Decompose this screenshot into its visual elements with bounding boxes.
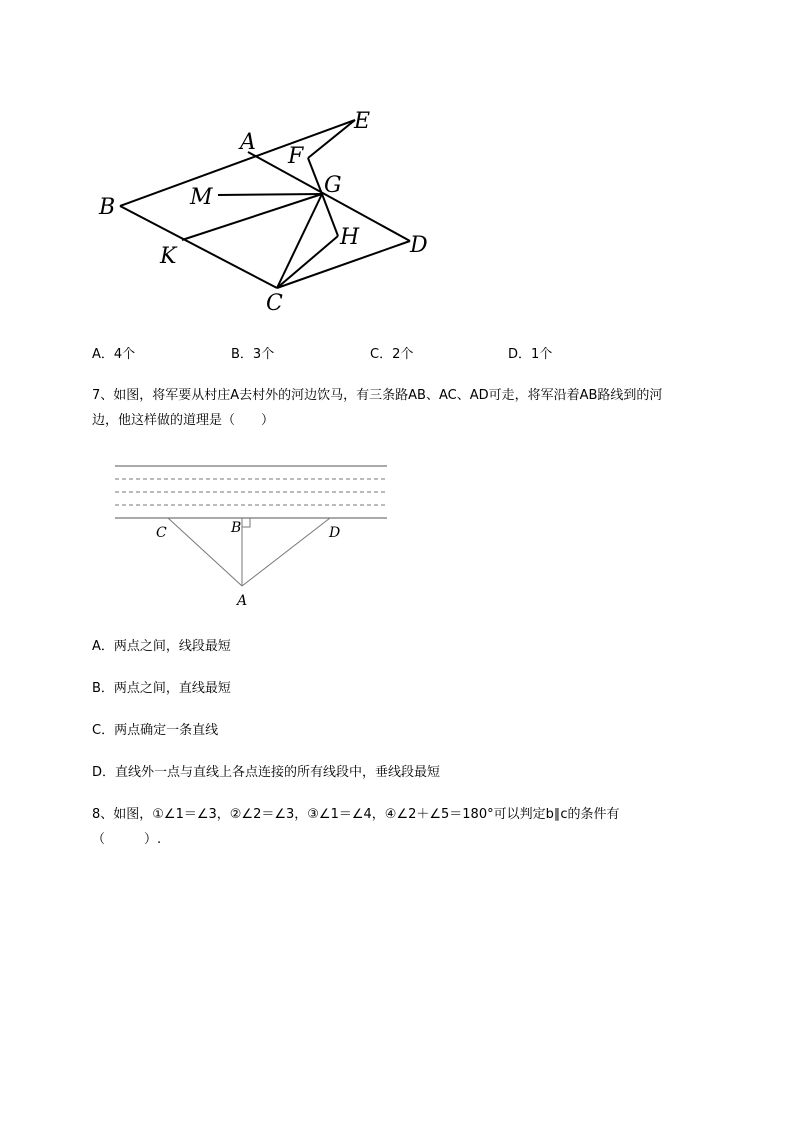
- q7-stem-line-1: 7、如图，将军要从村庄A去村外的河边饮马，有三条路AB、AC、AD可走，将军沿着AB路线到的河: [92, 388, 663, 403]
- segment-FE: [308, 120, 355, 158]
- path-AD: [242, 518, 330, 586]
- q6-option-a[interactable]: A．4个: [92, 347, 136, 362]
- point-label-C: C: [156, 525, 167, 541]
- segment-MG: [218, 194, 322, 195]
- point-label-F: F: [288, 144, 304, 169]
- segment-HC: [277, 236, 338, 288]
- q7-option-b[interactable]: B．两点之间，直线最短: [92, 681, 231, 696]
- q7-option-d[interactable]: D．直线外一点与直线上各点连接的所有线段中，垂线段最短: [92, 765, 441, 780]
- point-label-B: B: [231, 520, 242, 536]
- point-label-A: A: [237, 593, 248, 609]
- q7-option-c[interactable]: C．两点确定一条直线: [92, 723, 219, 738]
- point-label-G: G: [324, 173, 342, 198]
- q7-option-a[interactable]: A．两点之间，线段最短: [92, 639, 231, 654]
- q7-stem-line-2: 边，他这样做的道理是（ ）: [92, 413, 275, 428]
- point-label-E: E: [354, 109, 371, 134]
- point-label-M: M: [190, 185, 213, 210]
- right-angle-mark: [242, 518, 250, 527]
- point-label-B: B: [99, 195, 116, 220]
- point-label-H: H: [340, 225, 360, 250]
- segment-BC: [120, 206, 277, 288]
- point-label-D: D: [410, 233, 428, 258]
- q7-figure: [110, 460, 400, 610]
- q6-option-c[interactable]: C．2个: [370, 347, 414, 362]
- q6-figure: [90, 100, 450, 320]
- q8-stem-line-2: （ ）.: [92, 832, 162, 847]
- point-label-K: K: [160, 244, 177, 269]
- point-label-D: D: [329, 525, 341, 541]
- q6-option-b[interactable]: B．3个: [231, 347, 275, 362]
- q6-option-d[interactable]: D．1个: [508, 347, 553, 362]
- point-label-A: A: [240, 130, 256, 155]
- q8-stem-line-1: 8、如图，①∠1＝∠3，②∠2＝∠3，③∠1＝∠4，④∠2＋∠5＝180°可以判定b∥c的条件有: [92, 807, 620, 822]
- point-label-C: C: [266, 291, 283, 316]
